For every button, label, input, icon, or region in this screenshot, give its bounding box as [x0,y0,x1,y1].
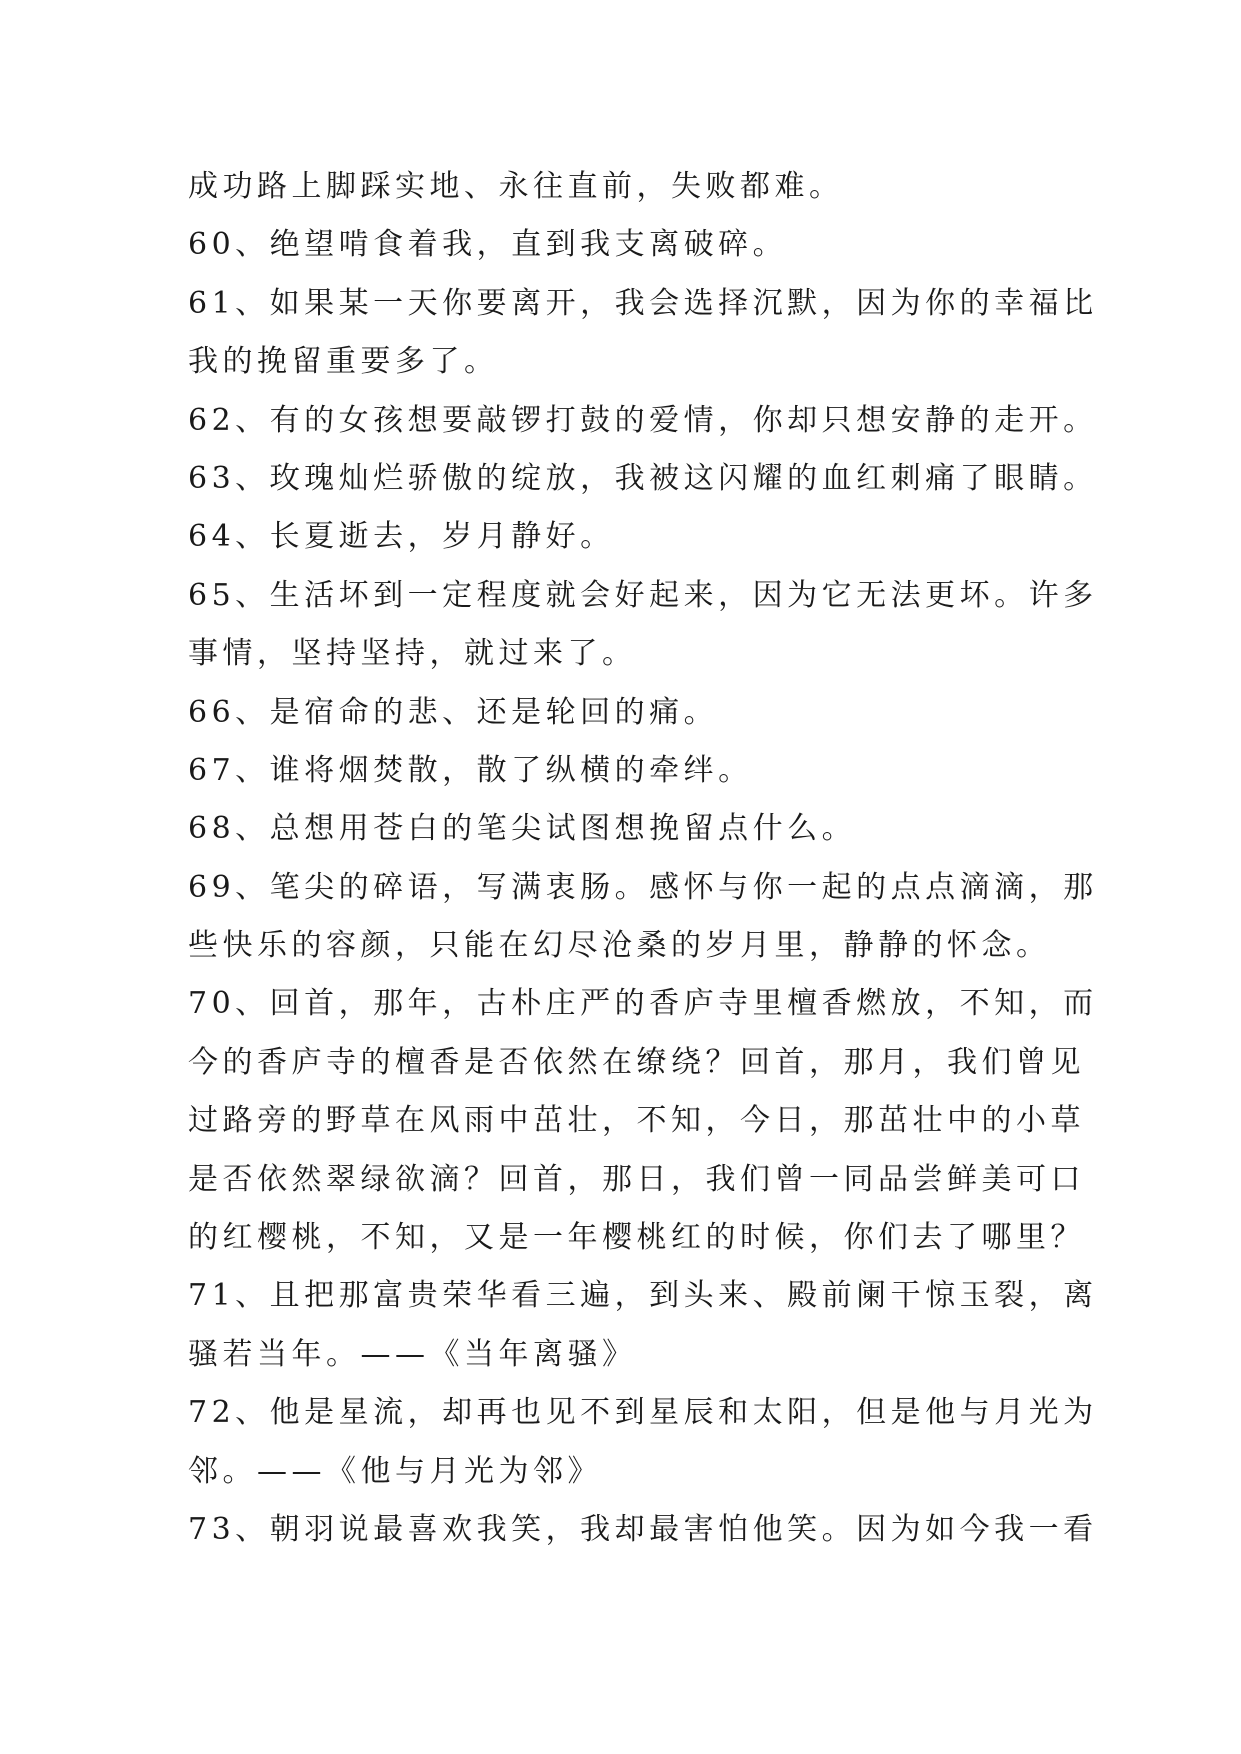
text-line: 些快乐的容颜，只能在幻尽沧桑的岁月里，静静的怀念。 [188,928,1051,964]
text-line: 过路旁的野草在风雨中茁壮，不知，今日，那茁壮中的小草 [188,1103,1085,1139]
text-line: 骚若当年。——《当年离骚》 [188,1336,637,1372]
text-line: 61、如果某一天你要离开，我会选择沉默，因为你的幸福比 [188,285,1098,321]
text-line: 邻。——《他与月光为邻》 [188,1453,602,1489]
text-line: 成功路上脚踩实地、永往直前，失败都难。 [188,169,844,204]
text-line: 66、是宿命的悲、还是轮回的痛。 [188,694,719,730]
text-line: 64、长夏逝去，岁月静好。 [188,519,615,555]
text-line: 62、有的女孩想要敲锣打鼓的爱情，你却只想安静的走开。 [188,402,1098,438]
text-line: 的红樱桃，不知，又是一年樱桃红的时候，你们去了哪里？ [188,1220,1085,1256]
text-line: 67、谁将烟焚散，散了纵横的牵绊。 [188,752,753,788]
text-line: 今的香庐寺的檀香是否依然在缭绕？回首，那月，我们曾见 [188,1044,1085,1080]
text-line: 是否依然翠绿欲滴？回首，那日，我们曾一同品尝鲜美可口 [188,1161,1085,1197]
text-line: 70、回首，那年，古朴庄严的香庐寺里檀香燃放，不知，而 [188,986,1098,1022]
text-line: 65、生活坏到一定程度就会好起来，因为它无法更坏。许多 [188,577,1098,613]
text-line: 我的挽留重要多了。 [188,344,499,380]
text-line: 73、朝羽说最喜欢我笑，我却最害怕他笑。因为如今我一看 [188,1511,1098,1547]
text-line: 69、笔尖的碎语，写满衷肠。感怀与你一起的点点滴滴，那 [188,869,1098,905]
text-line: 71、且把那富贵荣华看三遍，到头来、殿前阑干惊玉裂，离 [188,1278,1098,1314]
text-line: 68、总想用苍白的笔尖试图想挽留点什么。 [188,811,857,847]
text-line: 60、绝望啃食着我，直到我支离破碎。 [188,227,788,263]
text-line: 事情，坚持坚持，就过来了。 [188,636,637,672]
text-line: 72、他是星流，却再也见不到星辰和太阳，但是他与月光为 [188,1395,1098,1431]
document-body [188,158,1098,1559]
text-line: 63、玫瑰灿烂骄傲的绽放，我被这闪耀的血红刺痛了眼睛。 [188,460,1098,496]
